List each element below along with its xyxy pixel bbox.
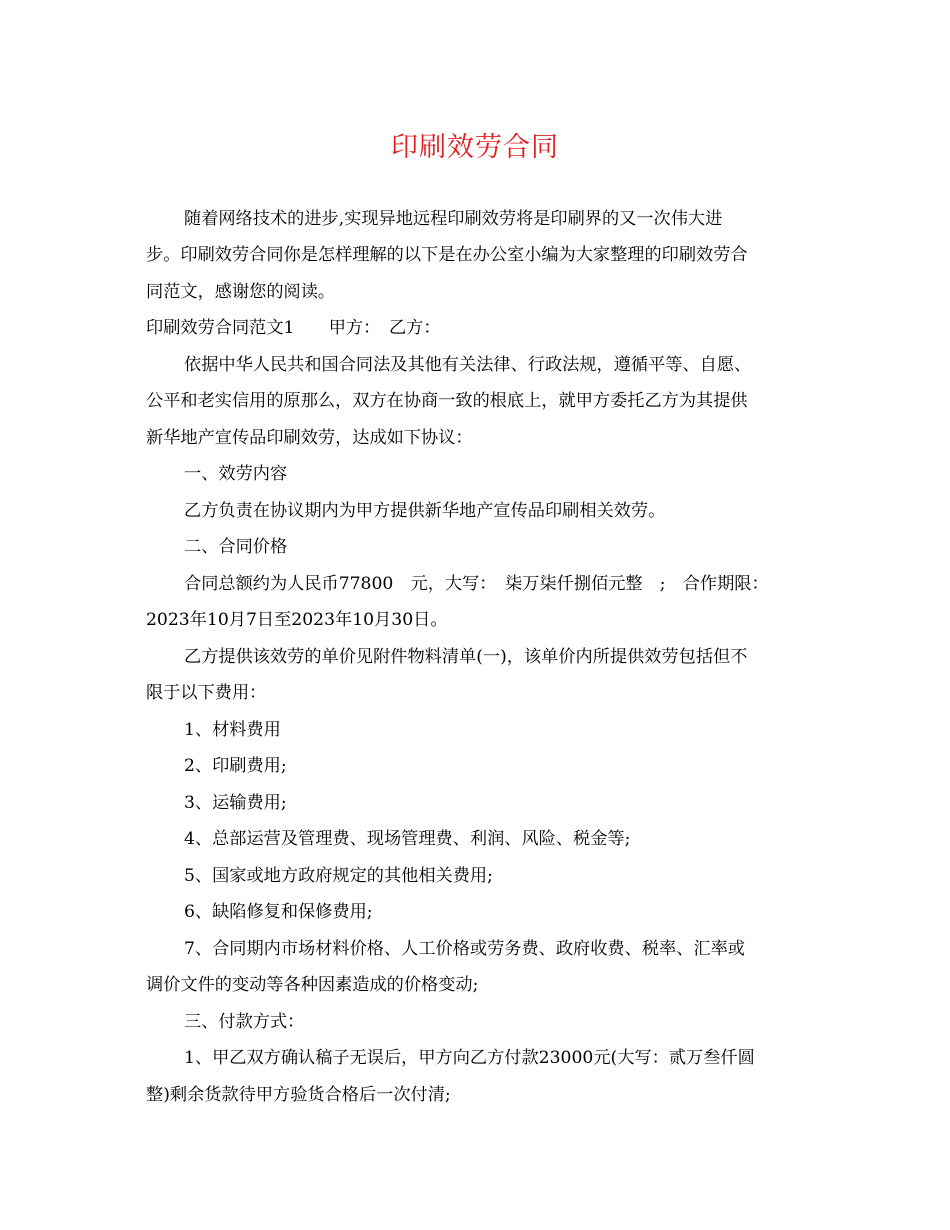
document-title: 印刷效劳合同	[391, 132, 559, 163]
paragraph-line: 步。印刷效劳合同你是怎样理解的以下是在办公室小编为大家整理的印刷效劳合	[146, 245, 748, 265]
paragraph-line: 乙方提供该效劳的单价见附件物料清单(一)，该单价内所提供效劳包括但不	[184, 647, 748, 667]
paragraph-line: 合同总额约为人民币77800 元，大写： 柒万柒仟捌佰元整 ; 合作期限：	[184, 574, 769, 594]
section-heading: 一、效劳内容	[184, 464, 288, 484]
paragraph-line: 调价文件的变动等各种因素造成的价格变动;	[146, 975, 479, 995]
list-item: 6、缺陷修复和保修费用;	[184, 902, 373, 922]
paragraph-line: 2023年10月7日至2023年10月30日。	[146, 610, 448, 630]
list-item: 5、国家或地方政府规定的其他相关费用;	[184, 866, 493, 886]
paragraph-line: 公平和老实信用的原那么，双方在协商一致的根底上，就甲方委托乙方为其提供	[146, 391, 748, 411]
paragraph-line: 印刷效劳合同范文1 甲方： 乙方：	[146, 318, 441, 338]
paragraph-line: 新华地产宣传品印刷效劳，达成如下协议：	[146, 428, 473, 448]
list-item: 7、合同期内市场材料价格、人工价格或劳务费、政府收费、税率、汇率或	[184, 939, 745, 959]
paragraph-line: 随着网络技术的进步,实现异地远程印刷效劳将是印刷界的又一次伟大进	[184, 209, 723, 229]
list-item: 1、材料费用	[184, 720, 281, 740]
section-heading: 二、合同价格	[184, 537, 288, 557]
paragraph-line: 限于以下费用：	[146, 683, 267, 703]
list-item: 3、运输费用;	[184, 793, 287, 813]
paragraph-line: 整)剩余货款待甲方验货合格后一次付清;	[146, 1085, 451, 1105]
paragraph-line: 同范文，感谢您的阅读。	[146, 282, 336, 302]
list-item: 4、总部运营及管理费、现场管理费、利润、风险、税金等;	[184, 829, 631, 849]
paragraph-line: 乙方负责在协议期内为甲方提供新华地产宣传品印刷相关效劳。	[184, 501, 666, 521]
list-item: 2、印刷费用;	[184, 756, 287, 776]
section-heading: 三、付款方式：	[184, 1012, 305, 1032]
list-item: 1、甲乙双方确认稿子无误后，甲方向乙方付款23000元(大写：贰万叁仟圆	[184, 1048, 755, 1068]
paragraph-line: 依据中华人民共和国合同法及其他有关法律、行政法规，遵循平等、自愿、	[184, 355, 752, 375]
